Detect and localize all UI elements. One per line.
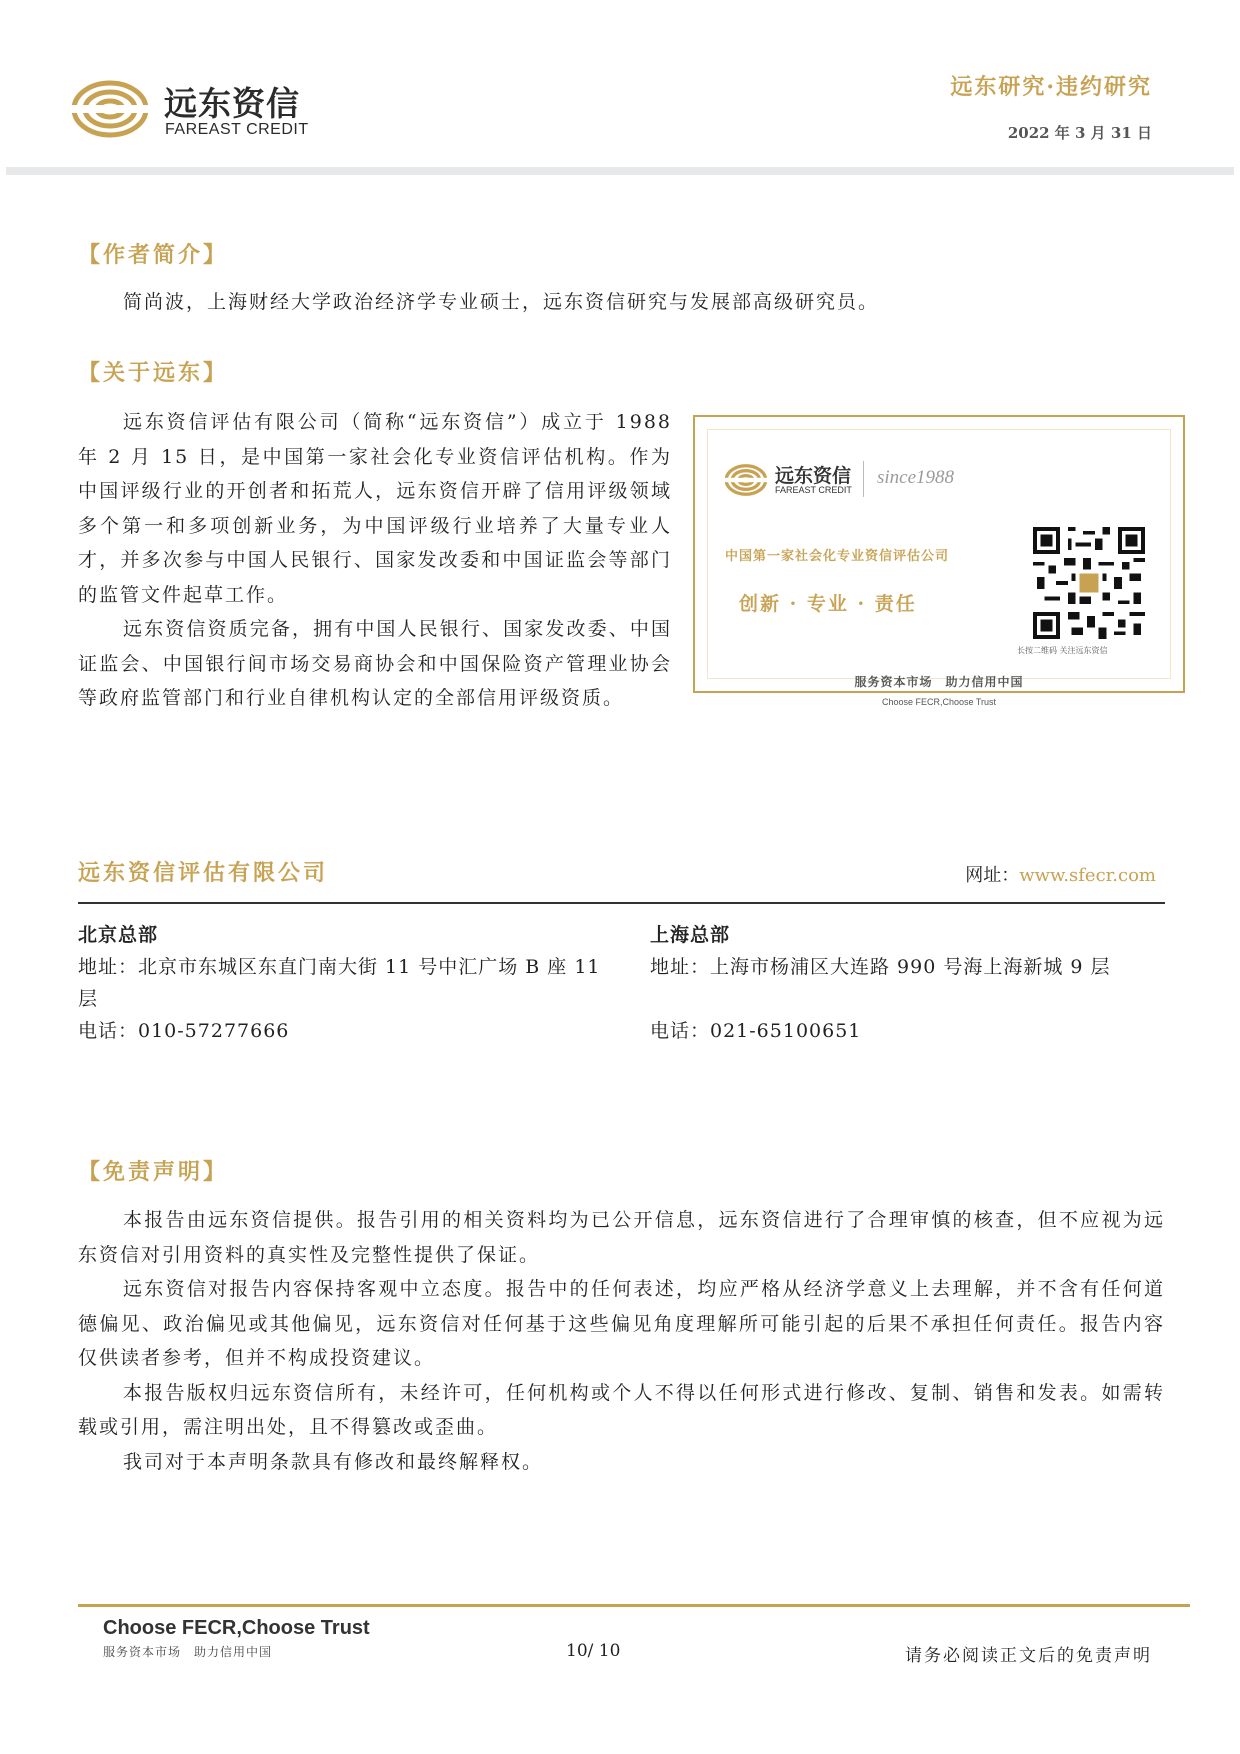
header-divider (6, 167, 1234, 175)
disclaimer-paragraph: 本报告由远东资信提供。报告引用的相关资料均为已公开信息，远东资信进行了合理审慎的核查，但不应视为远东资信对引用资料的真实性及完整性提供了保证。 (78, 1209, 1165, 1266)
disclaimer-paragraph: 我司对于本声明条款具有修改和最终解释权。 (123, 1450, 544, 1473)
website-label: 网址： (965, 865, 1020, 886)
qr-caption: 长按二维码 关注远东资信 (1017, 646, 1108, 655)
card-logo-cn: 远东资信 (775, 465, 852, 487)
about-paragraph: 远东资信评估有限公司（简称“远东资信”）成立于 1988 年 2 月 15 日，是中国第一家社会化专业资信评估机构。作为中国评级行业的开创者和拓荒人，远东资信开辟了信用评级领域多个第一和多项创新业务，为中国评级行业培养了大量专业人才，并多次参与中国人民银行、国家发改委和中国证监会等部门的监管文件起草工作。 (78, 411, 672, 606)
office-beijing-phone: 电话：010-57277666 (78, 1020, 290, 1042)
office-shanghai-title: 上海总部 (650, 924, 731, 946)
fareast-logo-icon (72, 78, 152, 140)
footer-slogan-en: Choose FECR,Choose Trust (103, 1617, 370, 1639)
header-date: 2022 年 3 月 31 日 (1007, 124, 1152, 142)
office-shanghai-phone: 电话：021-65100651 (650, 1020, 862, 1042)
office-beijing-address: 地址：北京市东城区东直门南大街 11 号中汇广场 B 座 11 层 (78, 956, 601, 1010)
card-footer-en: Choose FECR,Choose Trust (881, 697, 997, 707)
card-logo-en: FAREAST CREDIT (775, 485, 852, 495)
office-beijing-title: 北京总部 (78, 924, 159, 946)
office-shanghai-address: 地址：上海市杨浦区大连路 990 号海上海新城 9 层 (650, 956, 1111, 978)
header-title: 远东研究·违约研究 (950, 74, 1152, 100)
card-logo-separator (863, 461, 864, 497)
about-heading: 【关于远东】 (78, 360, 229, 386)
footer-slogan-cn: 服务资本市场 助力信用中国 (103, 1645, 273, 1659)
logo-text-en: FAREAST CREDIT (165, 121, 309, 138)
about-paragraph: 远东资信资质完备，拥有中国人民银行、国家发改委、中国证监会、中国银行间市场交易商协会和中国保险资产管理业协会等政府监管部门和行业自律机构认定的全部信用评级资质。 (78, 618, 672, 709)
disclaimer-heading: 【免责声明】 (78, 1159, 229, 1185)
footer-divider (78, 1604, 1190, 1607)
company-website (965, 861, 1156, 887)
disclaimer-body (78, 1203, 1165, 1479)
company-name: 远东资信评估有限公司 (78, 860, 329, 886)
card-motto: 创新 · 专业 · 责任 (739, 593, 917, 615)
disclaimer-paragraph: 远东资信对报告内容保持客观中立态度。报告中的任何表述，均应严格从经济学意义上去理解，并不含有任何道德偏见、政治偏见或其他偏见，远东资信对任何基于这些偏见角度理解所可能引起的后果不承担任何责任。报告内容仅供读者参考，但并不构成投资建议。 (78, 1278, 1165, 1369)
office-shanghai (650, 920, 1165, 1047)
card-since: since1988 (877, 467, 955, 488)
company-divider (78, 902, 1165, 904)
about-body (78, 405, 672, 716)
card-footer-cn: 服务资本市场 助力信用中国 (854, 675, 1024, 689)
promo-card (693, 415, 1185, 707)
page-number: 10/ 10 (566, 1641, 621, 1661)
website-link[interactable]: www.sfecr.com (1019, 865, 1156, 886)
qr-code-icon (1033, 527, 1145, 639)
author-text: 简尚波，上海财经大学政治经济学专业硕士，远东资信研究与发展部高级研究员。 (123, 291, 880, 313)
author-heading: 【作者简介】 (78, 242, 229, 268)
company-logo (72, 78, 312, 140)
card-logo-icon (725, 463, 769, 497)
office-beijing (78, 920, 618, 1047)
disclaimer-paragraph: 本报告版权归远东资信所有，未经许可，任何机构或个人不得以任何形式进行修改、复制、销售和发表。如需转载或引用，需注明出处，且不得篡改或歪曲。 (78, 1381, 1165, 1438)
footer-note: 请务必阅读正文后的免责声明 (905, 1646, 1152, 1666)
logo-text-cn: 远东资信 (164, 84, 300, 123)
card-tagline: 中国第一家社会化专业资信评估公司 (725, 549, 950, 564)
